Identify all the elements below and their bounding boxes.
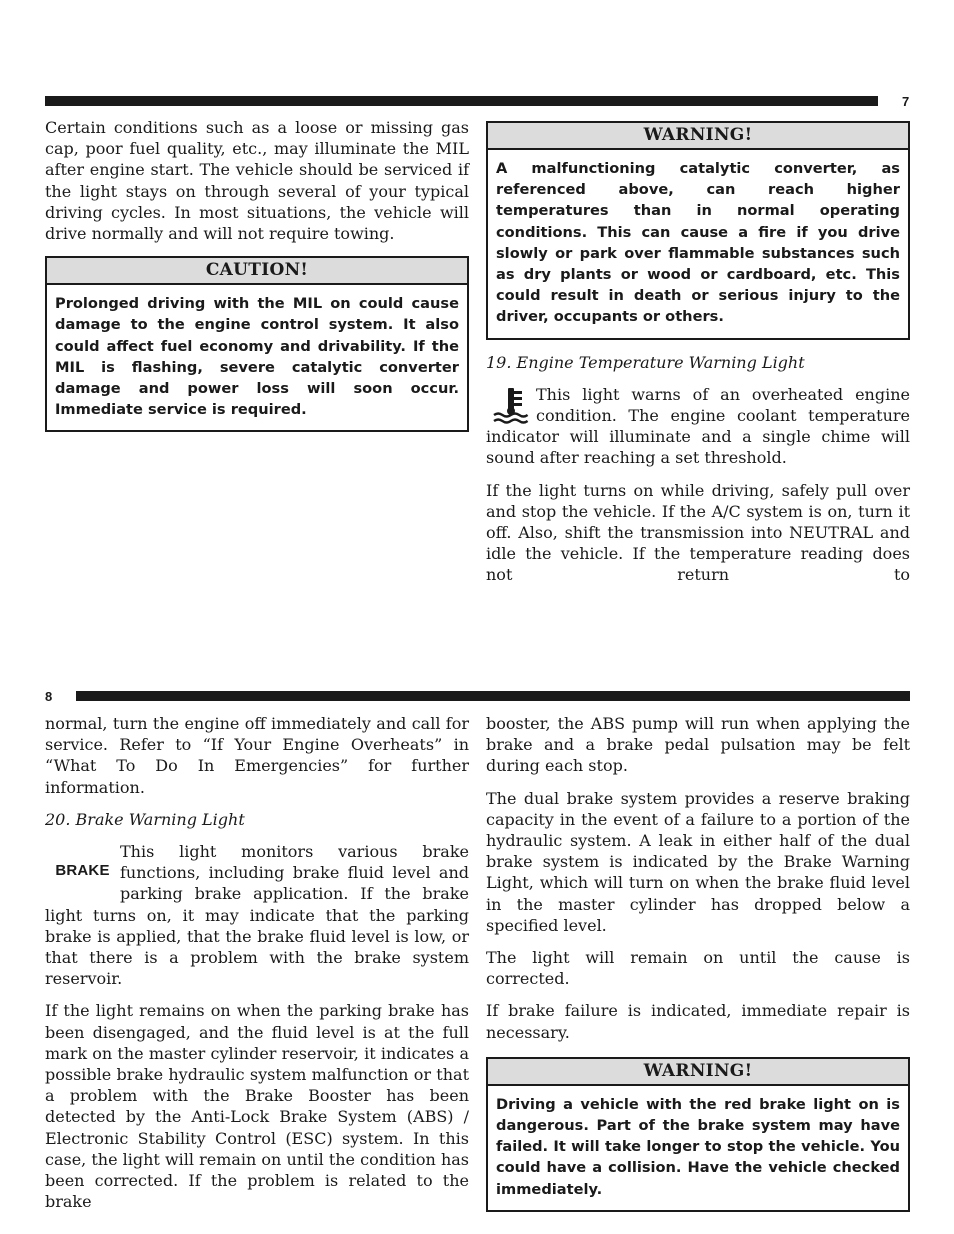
brake-light-remains-paragraph: If the light remains on when the parking brake has been disengaged, and the fluid level is at the full mark on the master cylinder reservoir, it indicates a possible brake hydraulic system malfunction or that a problem with the Brake Booster has been detected by the Anti-Lock Brake System (ABS) / Electronic Stability Control (ESC) system. In this case, the light will remain on until the condition has been corrected. If the problem is related to the brake (45, 1001, 469, 1212)
page-number-bottom: 8 (45, 689, 53, 704)
header-rule-top (45, 96, 878, 106)
brake-warning-icon (45, 841, 120, 901)
brake-warning-box (486, 1057, 910, 1212)
engine-temp-block (486, 384, 910, 469)
header-rule-bottom (76, 691, 910, 701)
top-left-column (45, 117, 469, 432)
brake-block (45, 841, 469, 989)
engine-temp-section-title: 19. Engine Temperature Warning Light (486, 352, 805, 372)
dual-brake-paragraph: The dual brake system provides a reserve braking capacity in the event of a failure to a portion of the hydraulic system. A leak in either half of the dual brake system is indicated by the Brake Warning Light, which will turn on when the brake fluid level in the master cylinder has dropped below a specified level. (486, 788, 910, 935)
brake-section-title: 20. Brake Warning Light (45, 809, 245, 829)
mil-conditions-paragraph: Certain conditions such as a loose or missing gas cap, poor fuel quality, etc., may illuminate the MIL after engine start. The vehicle should be serviced if the light stays on through several of your typical driving cycles. In most situations, the vehicle will drive normally and will not require towing. (45, 118, 469, 244)
bottom-right-column (486, 713, 910, 1212)
warning-text-bottom: Driving a vehicle with the red brake light on is dangerous. Part of the brake system may have failed. It will take longer to stop the vehicle. You could have a collision. Have the vehicle checked immediately. (496, 1095, 900, 1198)
brake-icon-label: BRAKE (55, 862, 110, 880)
overheat-continuation-paragraph: normal, turn the engine off immediately and call for service. Refer to “If Your Engine Overheats” in “What To Do In Emergencies” for further information. (45, 714, 469, 797)
engine-temp-instructions: If the light turns on while driving, safely pull over and stop the vehicle. If the A/C system is on, turn it off. Also, shift the transmission into NEUTRAL and idle the vehicle. If the temperature reading does not return to (486, 480, 910, 585)
brake-failure-paragraph: If brake failure is indicated, immediate repair is necessary. (486, 1001, 910, 1042)
catalytic-warning-box (486, 121, 910, 340)
top-right-column (486, 121, 910, 597)
light-remain-paragraph: The light will remain on until the cause is corrected. (486, 948, 910, 989)
engine-coolant-temperature-icon (486, 384, 536, 426)
engine-temp-description: This light warns of an overheated engine condition. The engine coolant temperature indicator will illuminate and a single chime will sound after reaching a set threshold. (486, 384, 910, 468)
page-number-top: 7 (902, 94, 910, 109)
brake-description: This light monitors various brake functions, including brake fluid level and parking brake application. If the brake light turns on, it may indicate that the parking brake is applied, that the brake fluid level is low, or that there is a problem with the brake system reservoir. (45, 842, 469, 989)
bottom-left-column (45, 713, 469, 1223)
caution-box (45, 256, 469, 432)
warning-text-top: A malfunctioning catalytic converter, as referenced above, can reach higher temperatures than in normal operating conditions. This can cause a fire if you drive slowly or park over flammable substances such as dry plants or wood or cardboard, etc. This could result in death or serious injury to the driver, occupants or others. (496, 160, 900, 326)
caution-title: CAUTION! (47, 258, 467, 285)
warning-title-top: WARNING! (488, 123, 908, 150)
warning-title-bottom: WARNING! (488, 1059, 908, 1086)
caution-text: Prolonged driving with the MIL on could cause damage to the engine control system. It also could affect fuel economy and drivability. If the MIL is flashing, severe catalytic converter damage and power loss will soon occur. Immediate service is required. (55, 295, 459, 419)
abs-pump-paragraph: booster, the ABS pump will run when applying the brake and a brake pedal pulsation may be felt during each stop. (486, 714, 910, 776)
